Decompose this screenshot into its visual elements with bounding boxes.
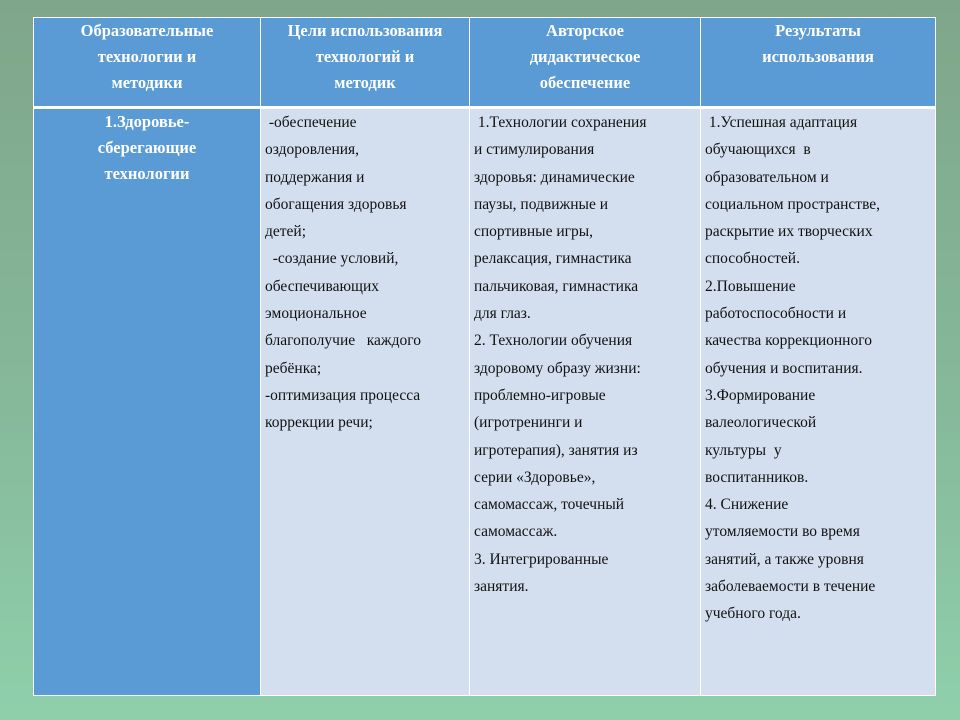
header-line: дидактическое bbox=[529, 47, 641, 66]
didactic-line: для глаз. bbox=[474, 305, 531, 323]
table-row bbox=[34, 108, 936, 696]
header-line: технологий и bbox=[315, 47, 415, 66]
category-line: сберегающие bbox=[97, 138, 197, 157]
results-line: культуры у bbox=[705, 441, 782, 459]
goals-line: детей; bbox=[265, 223, 307, 241]
didactic-line: серии «Здоровье», bbox=[474, 468, 596, 486]
category-line: 1.Здоровье- bbox=[104, 112, 190, 131]
didactic-line: пальчиковая, гимнастика bbox=[474, 277, 639, 295]
results-line: валеологической bbox=[705, 414, 817, 432]
didactic-line: здоровому образу жизни: bbox=[474, 359, 641, 377]
goals-line: обеспечивающих bbox=[265, 277, 380, 295]
didactic-line: самомассаж, точечный bbox=[474, 496, 625, 514]
header-line: методик bbox=[334, 73, 396, 92]
didactic-line: игротерапия), занятия из bbox=[474, 441, 638, 459]
results-line: работоспособности и bbox=[705, 305, 847, 323]
results-line: социальном пространстве, bbox=[705, 195, 881, 213]
results-line: 2.Повышение bbox=[705, 277, 796, 295]
goals-line: обогащения здоровья bbox=[265, 195, 407, 213]
header-didactic bbox=[470, 18, 701, 108]
header-line: технологии и bbox=[97, 47, 197, 66]
goals-line: оздоровления, bbox=[265, 141, 360, 159]
goals-line: поддержания и bbox=[265, 168, 365, 186]
results-line: учебного года. bbox=[705, 605, 801, 623]
goals-line: эмоциональное bbox=[265, 305, 367, 323]
results-line: 4. Снижение bbox=[705, 496, 789, 514]
header-line: Образовательные bbox=[80, 21, 214, 40]
didactic-line: спортивные игры, bbox=[474, 223, 594, 241]
results-line: раскрытие их творческих bbox=[705, 223, 873, 241]
didactic-line: занятия. bbox=[474, 578, 529, 596]
results-line: занятий, а также уровня bbox=[705, 550, 864, 568]
didactic-line: 1.Технологии сохранения bbox=[474, 114, 647, 131]
didactic-line: (игротренинги и bbox=[474, 414, 583, 432]
goals-line: ребёнка; bbox=[265, 359, 322, 377]
didactic-line: самомассаж. bbox=[474, 523, 558, 541]
didactic-line: и стимулирования bbox=[474, 141, 595, 159]
header-line: методики bbox=[111, 73, 183, 92]
header-technologies bbox=[34, 18, 261, 108]
results-line: способностей. bbox=[705, 250, 800, 268]
header-goals bbox=[261, 18, 470, 108]
header-line: обеспечение bbox=[539, 73, 631, 92]
results-line: утомляемости во время bbox=[705, 523, 860, 541]
didactic-line: здоровья: динамические bbox=[474, 168, 635, 186]
goals-line: благополучие каждого bbox=[265, 332, 421, 350]
category-line: технологии bbox=[104, 164, 190, 183]
results-line: воспитанников. bbox=[705, 468, 809, 486]
goals-line: коррекции речи; bbox=[265, 414, 373, 432]
didactic-cell bbox=[470, 108, 701, 696]
header-line: Результаты bbox=[775, 21, 861, 40]
didactic-line: 3. Интегрированные bbox=[474, 550, 609, 568]
header-line: Цели использования bbox=[287, 21, 443, 40]
results-line: качества коррекционного bbox=[705, 332, 872, 350]
header-results bbox=[701, 18, 936, 108]
goals-line: -оптимизация процесса bbox=[265, 386, 421, 404]
goals-line: -обеспечение bbox=[265, 114, 357, 131]
didactic-line: паузы, подвижные и bbox=[474, 195, 608, 213]
category-cell bbox=[34, 108, 261, 696]
header-row bbox=[34, 18, 936, 108]
results-line: заболеваемости в течение bbox=[705, 578, 876, 596]
header-line: использования bbox=[762, 47, 874, 66]
didactic-line: проблемно-игровые bbox=[474, 386, 606, 404]
goals-line: -создание условий, bbox=[265, 250, 399, 268]
results-line: обучающихся в bbox=[705, 141, 811, 159]
results-line: 3.Формирование bbox=[705, 386, 816, 404]
header-line: Авторское bbox=[546, 21, 624, 40]
results-line: обучения и воспитания. bbox=[705, 359, 863, 377]
goals-cell bbox=[261, 108, 470, 696]
results-cell bbox=[701, 108, 936, 696]
didactic-line: релаксация, гимнастика bbox=[474, 250, 632, 268]
didactic-line: 2. Технологии обучения bbox=[474, 332, 633, 350]
technologies-table bbox=[33, 17, 936, 696]
results-line: образовательном и bbox=[705, 168, 829, 186]
results-line: 1.Успешная адаптация bbox=[705, 114, 858, 131]
